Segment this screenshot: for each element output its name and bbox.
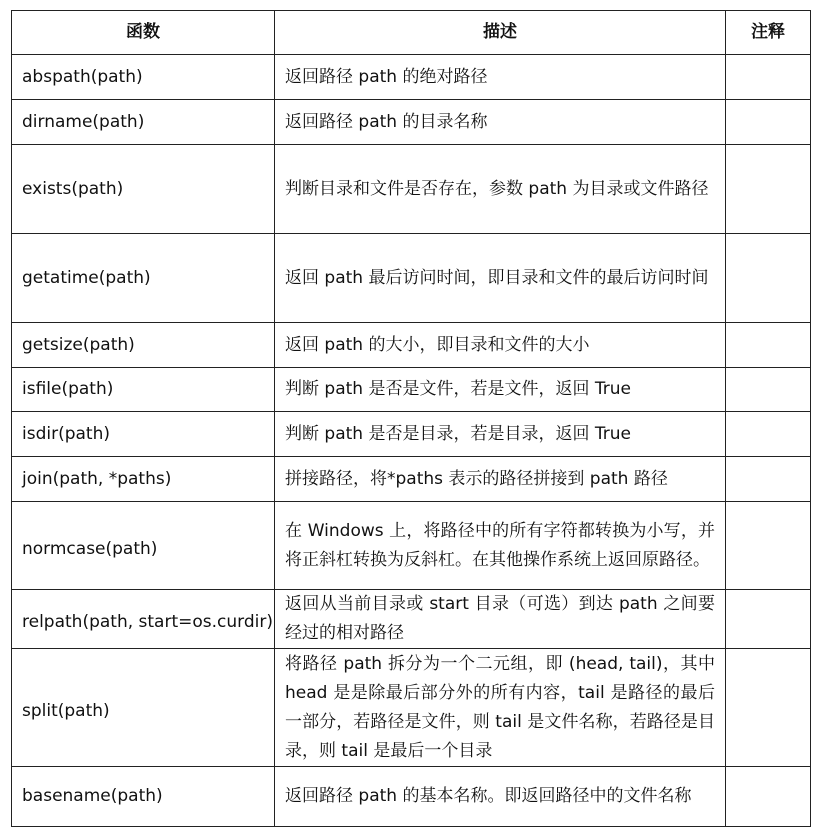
- table-row: [12, 502, 811, 590]
- function-name: getsize(path): [12, 323, 275, 368]
- header-row: [12, 11, 811, 55]
- function-description: 返回 path 最后访问时间，即目录和文件的最后访问时间: [275, 234, 726, 323]
- function-description: 返回路径 path 的绝对路径: [275, 55, 726, 100]
- function-note: [726, 412, 811, 457]
- function-note: [726, 502, 811, 590]
- function-description: 拼接路径，将*paths 表示的路径拼接到 path 路径: [275, 457, 726, 502]
- function-note: [726, 323, 811, 368]
- table-row: [12, 649, 811, 767]
- function-name: join(path, *paths): [12, 457, 275, 502]
- function-name: relpath(path, start=os.curdir): [12, 590, 275, 649]
- header-description: 描述: [275, 11, 726, 55]
- table-row: [12, 412, 811, 457]
- function-note: [726, 457, 811, 502]
- function-description: 判断 path 是否是文件，若是文件，返回 True: [275, 368, 726, 412]
- function-note: [726, 590, 811, 649]
- table-row: [12, 145, 811, 234]
- function-note: [726, 55, 811, 100]
- function-note: [726, 767, 811, 827]
- function-name: basename(path): [12, 767, 275, 827]
- function-description: 返回从当前目录或 start 目录（可选）到达 path 之间要经过的相对路径: [275, 590, 726, 649]
- function-note: [726, 100, 811, 145]
- function-name: abspath(path): [12, 55, 275, 100]
- function-note: [726, 145, 811, 234]
- header-function: 函数: [12, 11, 275, 55]
- function-description: 返回路径 path 的目录名称: [275, 100, 726, 145]
- function-table: [11, 10, 811, 827]
- function-description: 返回路径 path 的基本名称。即返回路径中的文件名称: [275, 767, 726, 827]
- function-name: normcase(path): [12, 502, 275, 590]
- table-row: [12, 767, 811, 827]
- function-description: 判断目录和文件是否存在，参数 path 为目录或文件路径: [275, 145, 726, 234]
- function-name: dirname(path): [12, 100, 275, 145]
- function-note: [726, 234, 811, 323]
- function-name: exists(path): [12, 145, 275, 234]
- table-row: [12, 323, 811, 368]
- table-row: [12, 590, 811, 649]
- table-row: [12, 234, 811, 323]
- function-description: 判断 path 是否是目录，若是目录，返回 True: [275, 412, 726, 457]
- table-row: [12, 100, 811, 145]
- function-description: 将路径 path 拆分为一个二元组，即 (head, tail)，其中 head 是是除最后部分外的所有内容，tail 是路径的最后一部分，若路径是文件，则 tail 是文件名称，若路径是目录，则 tail 是最后一个目录: [275, 649, 726, 767]
- function-name: getatime(path): [12, 234, 275, 323]
- header-note: 注释: [726, 11, 811, 55]
- function-name: split(path): [12, 649, 275, 767]
- function-note: [726, 649, 811, 767]
- function-description: 在 Windows 上，将路径中的所有字符都转换为小写，并将正斜杠转换为反斜杠。在其他操作系统上返回原路径。: [275, 502, 726, 590]
- table-row: [12, 457, 811, 502]
- function-name: isdir(path): [12, 412, 275, 457]
- table-row: [12, 55, 811, 100]
- function-description: 返回 path 的大小，即目录和文件的大小: [275, 323, 726, 368]
- function-name: isfile(path): [12, 368, 275, 412]
- function-note: [726, 368, 811, 412]
- table-row: [12, 368, 811, 412]
